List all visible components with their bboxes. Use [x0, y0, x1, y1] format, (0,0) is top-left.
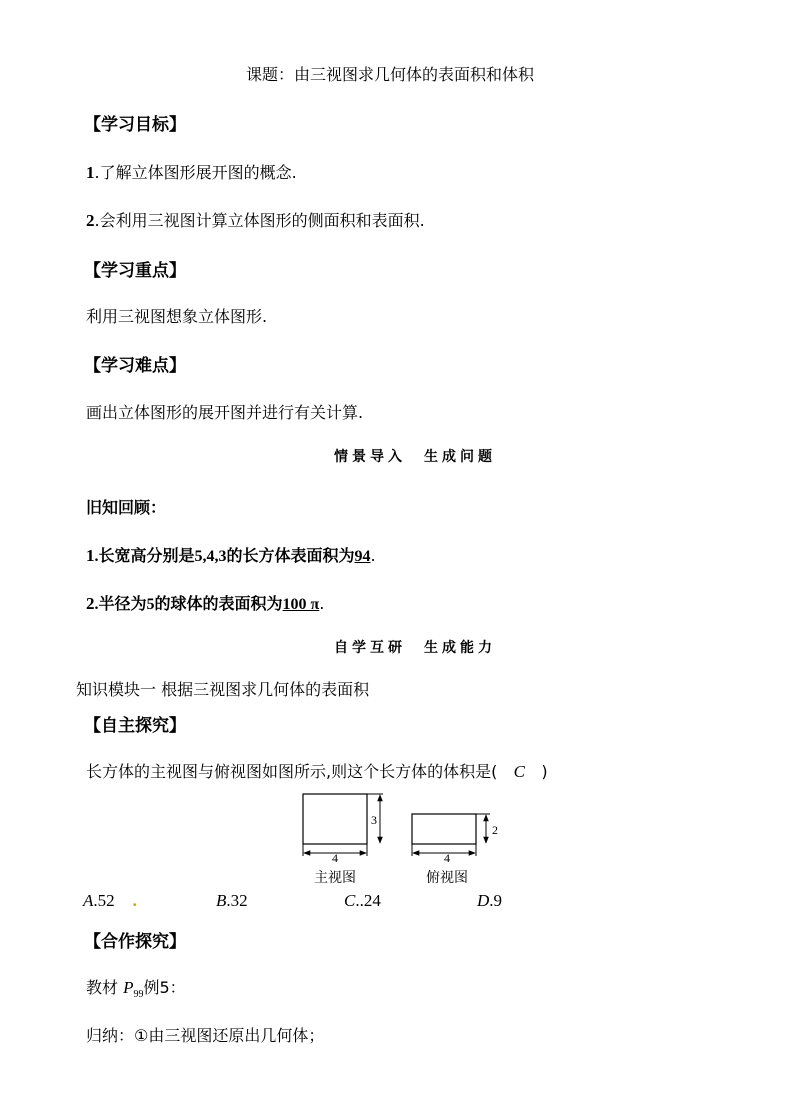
option-a-value: .52 — [93, 891, 115, 910]
question-close: ) — [541, 762, 548, 781]
option-c-letter: C — [344, 891, 356, 910]
objective-2 — [86, 208, 425, 231]
scene-heading: 情景导入 生成问题 — [334, 449, 496, 465]
self-study-heading: 自学互研 生成能力 — [334, 640, 496, 656]
textbook-p: P — [123, 978, 134, 997]
review-q1-answer: 94 — [354, 548, 371, 565]
option-d-value: .9 — [489, 891, 503, 910]
textbook-reference — [86, 975, 186, 1000]
review-q2-number: 2 — [86, 594, 95, 613]
difficulties-heading: 【学习难点】 — [84, 356, 186, 376]
objective-2-text: .会利用三视图计算立体图形的侧面积和表面积. — [94, 211, 425, 230]
knowledge-module-1: 知识模块一 根据三视图求几何体的表面积 — [76, 680, 370, 699]
review-q1-end: . — [370, 546, 376, 565]
top-view-rect — [412, 814, 476, 844]
review-q1-text: .长宽高分别是5,4,3的长方体表面积为 — [94, 548, 355, 565]
top-view-depth-label: 2 — [492, 823, 498, 837]
option-a — [83, 891, 137, 911]
option-b-letter: B — [216, 891, 227, 910]
three-view-figure — [290, 790, 510, 890]
option-b-value: .32 — [226, 891, 248, 910]
main-view-rect — [303, 794, 367, 844]
review-q2-text: .半径为5的球体的表面积为 — [94, 596, 283, 613]
difficulties-text: 画出立体图形的展开图并进行有关计算. — [86, 403, 364, 422]
review-label: 旧知回顾： — [86, 498, 167, 517]
textbook-suffix: 例5： — [143, 978, 186, 997]
cooperate-heading: 【合作探究】 — [84, 932, 186, 952]
top-view-width-label: 4 — [444, 851, 450, 865]
objective-1-text: .了解立体图形展开图的概念. — [94, 163, 297, 182]
page-title: 课题：由三视图求几何体的表面积和体积 — [246, 65, 535, 84]
stray-dot: . — [132, 891, 137, 910]
question-text: 长方体的主视图与俯视图如图所示,则这个长方体的体积是( — [86, 762, 498, 781]
top-view-label: 俯视图 — [426, 870, 468, 886]
review-q2-answer: 100 π — [282, 596, 320, 613]
review-question-2 — [86, 591, 324, 614]
option-d-letter: D — [477, 891, 490, 910]
option-d — [477, 891, 502, 911]
main-view-width-label: 4 — [332, 851, 338, 865]
option-a-letter: A — [83, 891, 94, 910]
option-c-value: ..24 — [355, 891, 381, 910]
key-points-text: 利用三视图想象立体图形. — [86, 307, 268, 326]
option-c — [344, 891, 381, 911]
review-q1-number: 1 — [86, 546, 95, 565]
review-q2-end: . — [319, 594, 325, 613]
key-points-heading: 【学习重点】 — [84, 261, 186, 281]
main-view-label: 主视图 — [314, 870, 356, 886]
summary: 归纳：①由三视图还原出几何体； — [86, 1026, 325, 1045]
question-answer: C — [513, 762, 526, 781]
objective-1-number: 1 — [86, 163, 95, 182]
objective-1 — [86, 160, 297, 183]
main-view-height-label: 3 — [371, 813, 377, 827]
option-b — [216, 891, 248, 911]
objective-2-number: 2 — [86, 211, 95, 230]
textbook-page: 99 — [133, 989, 144, 1001]
question — [86, 759, 548, 782]
independent-heading: 【自主探究】 — [84, 716, 186, 736]
review-question-1 — [86, 543, 376, 566]
textbook-prefix: 教材 — [86, 978, 119, 997]
objectives-heading: 【学习目标】 — [84, 115, 186, 135]
